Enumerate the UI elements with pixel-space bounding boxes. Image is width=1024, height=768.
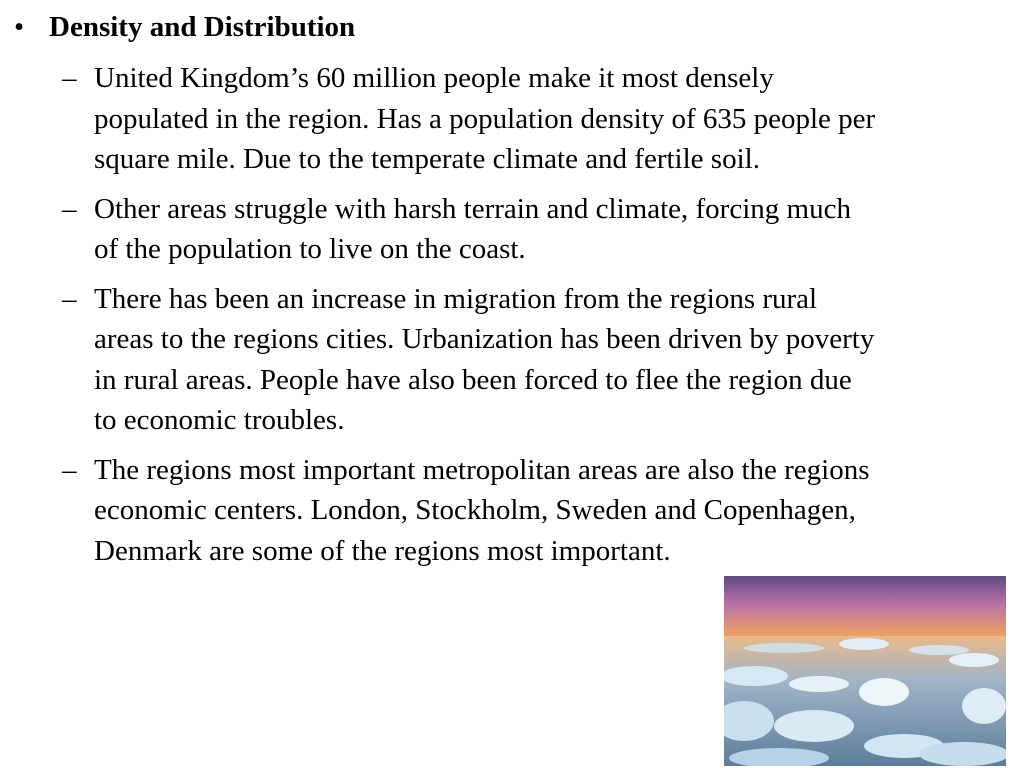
sub-bullet-list: [62, 58, 1022, 580]
main-bullet: [14, 8, 355, 46]
sub-bullet-item: [62, 58, 1022, 180]
sub-bullet-text: There has been an increase in migration from the regions rural areas to the regions cities. Urbanization has been driven by poverty in rural areas. People have also been forced to flee the region due to economic troubles.: [94, 282, 875, 436]
dash-marker: –: [62, 282, 77, 315]
dash-marker: –: [62, 62, 77, 94]
dash-marker: –: [62, 192, 77, 225]
arctic-ice-illustration: [724, 576, 1006, 766]
sub-bullet-text: Other areas struggle with harsh terrain and climate, forcing much of the population to live on the coast.: [94, 192, 851, 265]
sub-bullet-text: The regions most important metropolitan areas are also the regions economic centers. London, Stockholm, Sweden and Copenhagen, Denmark are some of the regions most important.: [94, 453, 870, 567]
bullet-dot: •: [14, 11, 25, 43]
sub-bullet-item: [62, 189, 1022, 270]
sub-bullet-text: United Kingdom’s 60 million people make it most densely populated in the region. Has a population density of 635 people per square mile. Due to the temperate climate and fertile soil.: [94, 62, 876, 175]
arctic-ice-photo: [724, 576, 1006, 766]
slide-heading: Density and Distribution: [49, 11, 356, 43]
dash-marker: –: [62, 453, 77, 486]
sub-bullet-item: [62, 279, 1022, 441]
sub-bullet-item: [62, 450, 1022, 572]
